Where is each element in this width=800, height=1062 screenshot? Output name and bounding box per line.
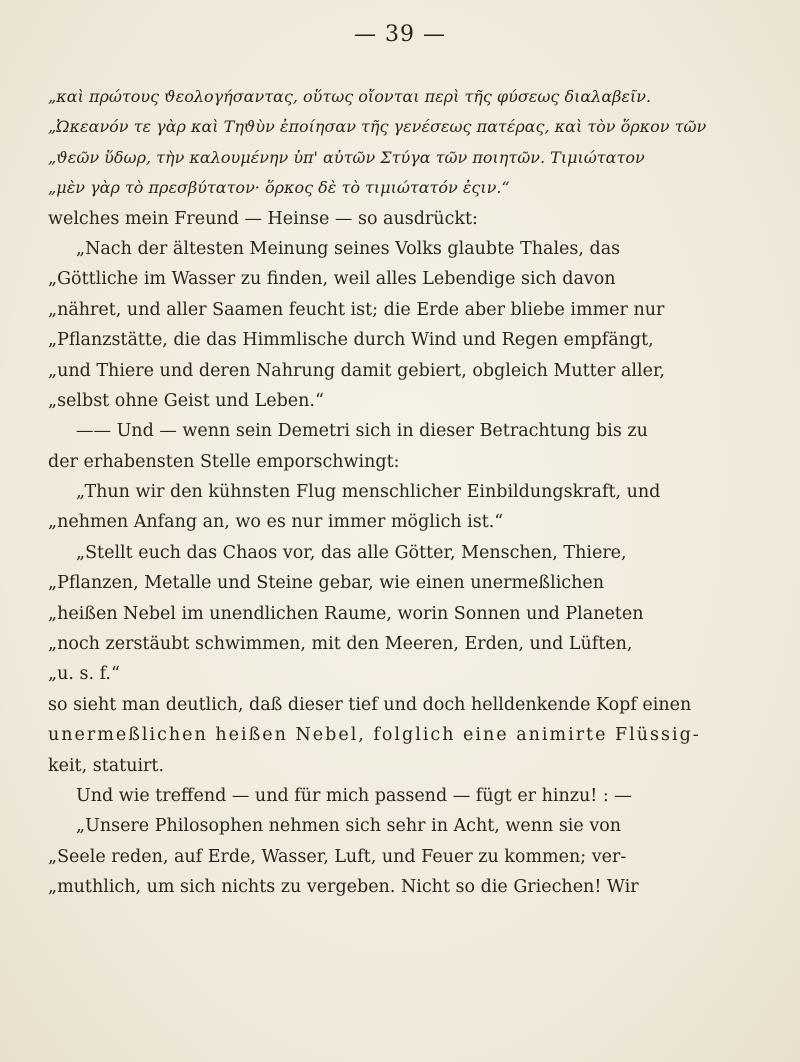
quote-line: „Pflanzstätte, die das Himmlische durch Wind und Regen empfängt, bbox=[48, 330, 654, 351]
page-number: — 39 — bbox=[354, 22, 446, 47]
quote-line: „nehmen Anfang an, wo es nur immer möglich ist.“ bbox=[48, 512, 504, 533]
quote-line: „Stellt euch das Chaos vor, das alle Götter, Menschen, Thiere, bbox=[76, 542, 627, 563]
text-line: der erhabensten Stelle emporschwingt: bbox=[48, 451, 400, 472]
quote-line: „muthlich, um sich nichts zu vergeben. Nicht so die Griechen! Wir bbox=[48, 877, 639, 898]
greek-quote-line-4: „μὲν γὰρ τὸ πρεσβύτατον· ὅρκος δὲ τὸ τιμιώτατόν ἐςιν.“ bbox=[48, 178, 510, 198]
quote-line: „selbst ohne Geist und Leben.“ bbox=[48, 390, 324, 411]
text-line: welches mein Freund — Heinse — so ausdrückt: bbox=[48, 208, 478, 229]
greek-quote-line-1: „καὶ πρώτους ϑεολογήσαντας, οὕτως οἴονται περὶ τῆς φύσεως διαλαβεῖν. bbox=[48, 87, 652, 106]
greek-quote-line-2: „Ὠκεανόν τε γὰρ καὶ Τηϑὺν ἐποίησαν τῆς γενέσεως πατέρας, καὶ τὸν ὅρκον τῶν bbox=[48, 117, 707, 137]
text-line: so sieht man deutlich, daß dieser tief und doch helldenkende Kopf einen bbox=[48, 694, 692, 715]
text-line: keit, statuirt. bbox=[48, 755, 165, 776]
quote-line: „Unsere Philosophen nehmen sich sehr in Acht, wenn sie von bbox=[76, 816, 622, 837]
quote-line: „noch zerstäubt schwimmen, mit den Meeren, Erden, und Lüften, bbox=[48, 634, 633, 655]
text-line: Und wie treffend — und für mich passend — fügt er hinzu! : — bbox=[76, 785, 632, 806]
quote-line: „Thun wir den kühnsten Flug menschlicher Einbildungskraft, und bbox=[76, 482, 661, 503]
greek-quote-line-3: „ϑεῶν ὕδωρ, τὴν καλουμένην ὑπ' αὐτῶν Στύγα τῶν ποιητῶν. Τιμιώτατον bbox=[48, 147, 645, 167]
text-line: unermeßlichen heißen Nebel, folglich eine animirte Flüssig- bbox=[48, 725, 701, 746]
page-body bbox=[48, 82, 750, 903]
quote-line: „und Thiere und deren Nahrung damit gebiert, obgleich Mutter aller, bbox=[48, 360, 665, 381]
quote-line: „heißen Nebel im unendlichen Raume, worin Sonnen und Planeten bbox=[48, 603, 644, 624]
quote-line: „Göttliche im Wasser zu finden, weil alles Lebendige sich davon bbox=[48, 269, 616, 290]
text-line: —— Und — wenn sein Demetri sich in dieser Betrachtung bis zu bbox=[76, 421, 648, 442]
quote-line: „Nach der ältesten Meinung seines Volks glaubte Thales, das bbox=[76, 238, 621, 259]
quote-line: „nähret, und aller Saamen feucht ist; die Erde aber bliebe immer nur bbox=[48, 299, 665, 320]
quote-line: „u. s. f.“ bbox=[48, 664, 120, 685]
quote-line: „Pflanzen, Metalle und Steine gebar, wie einen unermeßlichen bbox=[48, 573, 604, 594]
quote-line: „Seele reden, auf Erde, Wasser, Luft, und Feuer zu kommen; ver- bbox=[48, 846, 627, 867]
